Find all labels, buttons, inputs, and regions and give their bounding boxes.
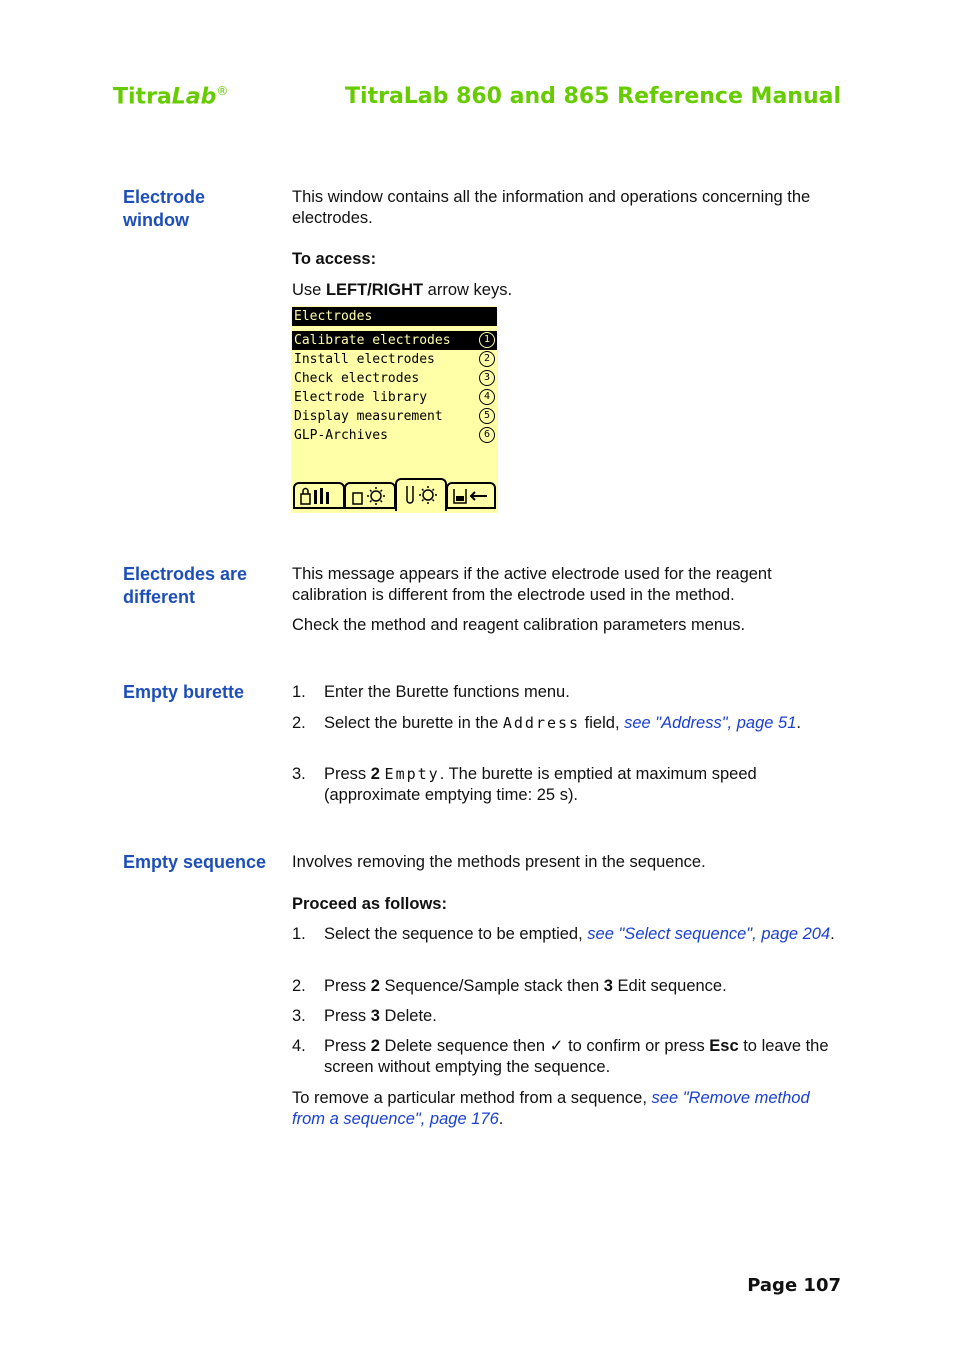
list-item: 3. Press 2 Empty. The burette is emptied at maximum speed (approximate emptying time: 25 s). (292, 765, 757, 804)
manual-title: TitraLab 860 and 865 Reference Manual (345, 84, 841, 109)
lcd-tab-burette-icon[interactable] (446, 482, 496, 509)
list-item: 2. Press 2 Sequence/Sample stack then 3 Edit sequence. (292, 977, 727, 995)
section-title-empty-burette: Empty burette (123, 682, 245, 702)
lcd-menu-item[interactable]: Electrode library 4 (292, 388, 497, 407)
address-link[interactable]: see "Address", page 51 (624, 714, 797, 732)
access-instructions: Use LEFT/RIGHT arrow keys. (292, 281, 513, 299)
select-sequence-link[interactable]: see "Select sequence", page 204 (587, 925, 831, 943)
remove-method-note: To remove a particular method from a sequence, see "Remove method from a sequence", page 176. (292, 1089, 810, 1128)
section-title-empty-sequence: Empty sequence (123, 852, 267, 872)
electrodes-different-p2: Check the method and reagent calibration parameters menus. (292, 616, 746, 634)
electrode-window-intro: This window contains all the information and operations concerning the electrodes. (292, 188, 811, 227)
lcd-tab-bar (291, 478, 498, 513)
brand-logo (113, 84, 228, 109)
lcd-tab-electrode-icon[interactable] (395, 478, 447, 511)
access-label: To access: (292, 250, 377, 268)
brand-prefix: Titra (113, 84, 172, 110)
brand-suffix: Lab (171, 84, 217, 110)
electrodes-different-p1: This message appears if the active electrode used for the reagent calibration is different from the electrode used in the method. (292, 565, 772, 604)
page-number: Page 107 (747, 1275, 841, 1296)
list-item: 4. Press 2 Delete sequence then ✓ to confirm or press Esc to leave the screen without emptying the sequence. (292, 1037, 829, 1076)
remove-method-link[interactable]: see "Remove method from a sequence", page 176 (292, 1089, 810, 1128)
lcd-menu-item[interactable]: Display measurement 5 (292, 407, 497, 426)
lcd-tab-settings-icon[interactable] (344, 482, 396, 509)
list-item: 1. Enter the Burette functions menu. (292, 683, 570, 701)
lcd-menu-item[interactable]: GLP-Archives 6 (292, 426, 497, 445)
brand-registered: ® (216, 84, 229, 98)
lcd-title: Electrodes (292, 307, 497, 326)
proceed-label: Proceed as follows: (292, 895, 447, 913)
empty-sequence-intro: Involves removing the methods present in the sequence. (292, 853, 706, 871)
electrodes-lcd-screen (291, 306, 498, 513)
list-item: 1. Select the sequence to be emptied, see "Select sequence", page 204. (292, 925, 835, 943)
section-title-electrode-window: Electrode window (123, 187, 206, 230)
lcd-menu-item[interactable]: Install electrodes 2 (292, 350, 497, 369)
lcd-menu-item[interactable]: Calibrate electrodes 1 (292, 331, 497, 350)
section-title-electrodes-different: Electrodes are different (123, 564, 248, 607)
lcd-menu-item[interactable]: Check electrodes 3 (292, 369, 497, 388)
lcd-tab-lock-icon[interactable] (293, 482, 345, 509)
list-item: 2. Select the burette in the Address field, see "Address", page 51. (292, 714, 801, 732)
list-item: 3. Press 3 Delete. (292, 1007, 437, 1025)
